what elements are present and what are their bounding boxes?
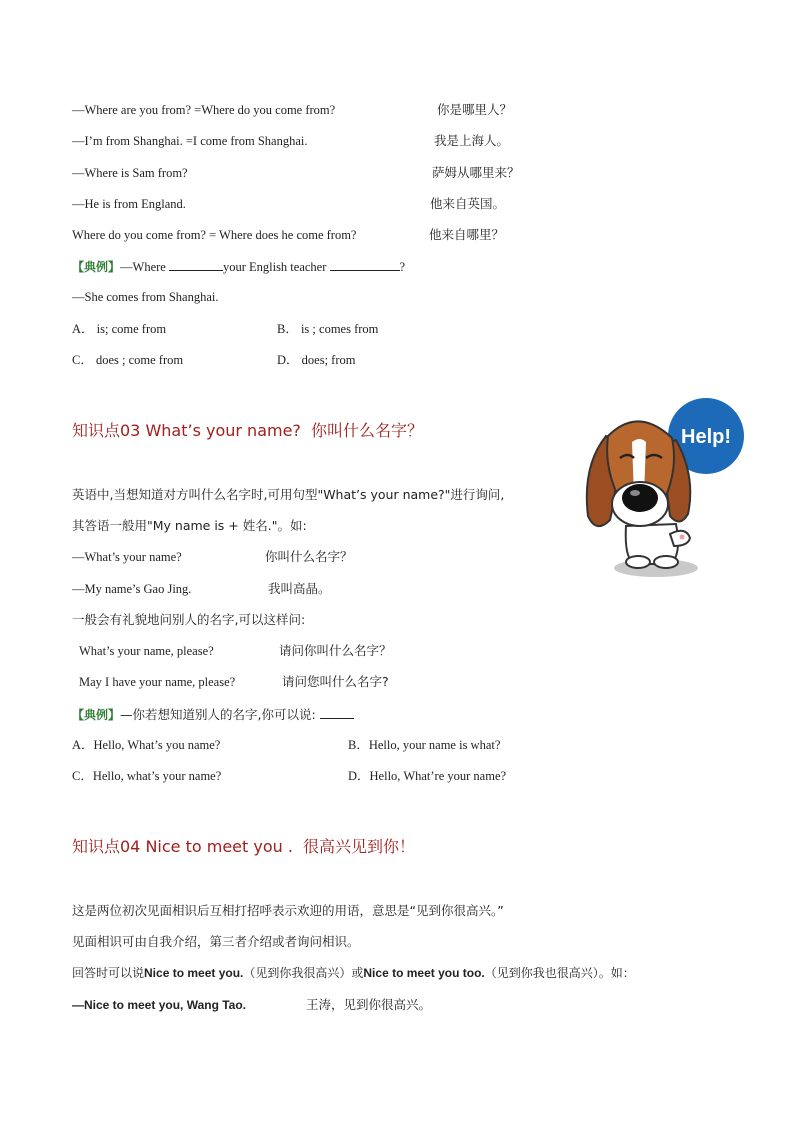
heading-en: 知识点03 What’s your name? — [72, 421, 301, 440]
example-tag: 【典例】 — [72, 708, 121, 722]
heading-en: 知识点04 Nice to meet you . — [72, 837, 293, 856]
dialog-en-1: —What’s your name? — [72, 550, 182, 564]
quiz1-option-d[interactable]: D． does; from — [277, 353, 356, 367]
p3-part-a: 回答时可以说 — [72, 966, 145, 980]
quiz1-answer-line: —She comes from Shanghai. — [72, 290, 219, 304]
quiz2-option-b[interactable]: B．Hello, your name is what? — [348, 738, 501, 752]
section-heading-03 — [72, 418, 423, 441]
quiz1-option-a[interactable]: A． is; come from — [72, 322, 167, 336]
polite-intro: 一般会有礼貌地问别人的名字,可以这样问: — [72, 612, 306, 627]
answer-blank[interactable] — [169, 258, 223, 271]
polite-zh-2: 请问您叫什么名字? — [282, 674, 389, 689]
section4-paragraph-2: 见面相识可由自我介绍，第三者介绍或者询问相识。 — [72, 934, 360, 949]
polite-en-1: What’s your name, please? — [79, 644, 214, 658]
dialog-zh-1: 你叫什么名字？ — [265, 549, 353, 564]
example-line-2: —I’m from Shanghai. =I come from Shanghai. — [72, 134, 308, 148]
quiz2-question — [72, 706, 354, 723]
example-zh-5: 他来自哪里？ — [429, 227, 505, 242]
quiz1-q-part2: your English teacher — [222, 260, 327, 274]
example-line-3: —Where is Sam from? — [72, 166, 188, 180]
quiz1-option-c[interactable]: C． does ; come from — [72, 353, 184, 367]
section4-example-zh: 王涛，见到你很高兴。 — [306, 997, 432, 1012]
example-zh-4: 他来自英国。 — [430, 196, 506, 211]
section-heading-04 — [72, 834, 415, 857]
answer-blank[interactable] — [330, 258, 400, 271]
quiz1-q-part1: —Where — [120, 260, 166, 274]
polite-en-2: May I have your name, please? — [79, 675, 236, 689]
quiz2-question-text: —你若想知道别人的名字,你可以说: — [120, 707, 316, 722]
speech-bubble-text: Help! — [681, 426, 731, 448]
p3-part-c: （见到你我很高兴）或 — [243, 966, 364, 980]
quiz1-option-b[interactable]: B． is ; comes from — [277, 322, 379, 336]
example-zh-2: 我是上海人。 — [434, 133, 510, 148]
section3-intro-1: 英语中,当想知道对方叫什么名字时,可用句型"What’s your name?"进行询问, — [72, 487, 505, 502]
section4-example-en: —Nice to meet you, Wang Tao. — [72, 998, 247, 1012]
quiz1-q-end: ? — [399, 260, 406, 274]
heading-zh: 很高兴见到你！ — [302, 837, 415, 856]
polite-zh-1: 请问你叫什么名字？ — [279, 643, 392, 658]
example-line-5: Where do you come from? = Where does he come from? — [72, 228, 357, 242]
quiz2-option-a[interactable]: A．Hello, What’s you name? — [72, 738, 221, 752]
p3-phrase-1: Nice to meet you. — [144, 966, 244, 980]
example-tag: 【典例】 — [72, 260, 121, 274]
p3-phrase-2: Nice to meet you too. — [363, 966, 485, 980]
dialog-zh-2: 我叫高晶。 — [268, 581, 331, 596]
section3-intro-2: 其答语一般用"My name is + 姓名."。如: — [72, 518, 307, 533]
section4-paragraph-3 — [72, 965, 635, 981]
example-line-1 — [72, 102, 335, 118]
example-zh-3: 萨姆从哪里来？ — [432, 165, 520, 180]
dialog-en-2: —My name’s Gao Jing. — [72, 582, 192, 596]
quiz1-question — [72, 258, 405, 275]
example-en: —Where are you from? =Where do you come from? — [72, 103, 336, 117]
answer-blank[interactable] — [320, 706, 354, 719]
dog-help-illustration — [578, 396, 748, 586]
heading-zh: 你叫什么名字？ — [310, 421, 423, 440]
quiz2-option-d[interactable]: D．Hello, What’re your name? — [348, 769, 507, 783]
p3-part-e: （见到你我也很高兴）。如： — [484, 966, 635, 980]
example-line-4: —He is from England. — [72, 197, 186, 211]
example-zh-1: 你是哪里人？ — [437, 102, 513, 117]
quiz2-option-c[interactable]: C．Hello, what’s your name? — [72, 769, 222, 783]
section4-paragraph-1: 这是两位初次见面相识后互相打招呼表示欢迎的用语，意思是“见到你很高兴。” — [72, 903, 504, 918]
